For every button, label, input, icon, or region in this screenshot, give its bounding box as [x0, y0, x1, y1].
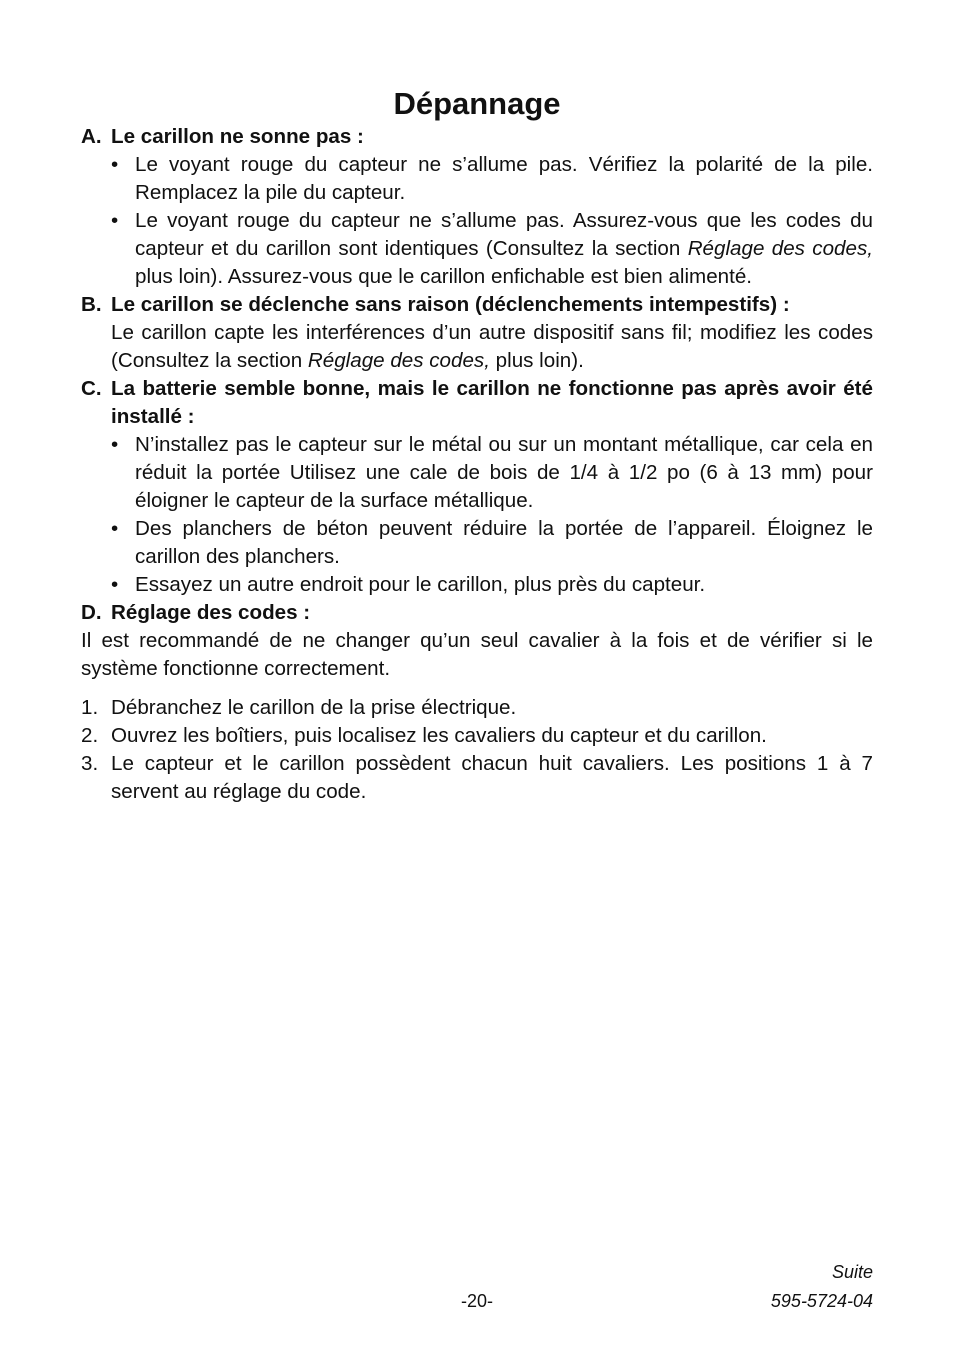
list-item	[111, 207, 873, 291]
section-b-text: Le carillon capte les interférences d’un autre dispositif sans fil; modifiez les codes (Consultez la section Réglage des codes, plus loin).	[111, 321, 873, 372]
section-a-list	[81, 151, 873, 291]
list-item	[111, 431, 873, 515]
section-b-title: Le carillon se déclenche sans raison (déclenchements intempestifs) :	[111, 293, 790, 316]
section-b-letter: B.	[81, 293, 102, 316]
section-c-heading	[81, 375, 873, 431]
section-a-letter: A.	[81, 125, 102, 148]
list-item	[81, 722, 873, 750]
list-item-text: Des planchers de béton peuvent réduire la portée de l’appareil. Éloignez le carillon des planchers.	[135, 517, 873, 568]
list-item	[111, 515, 873, 571]
section-d-letter: D.	[81, 601, 102, 624]
section-reference: Réglage des codes,	[687, 237, 873, 260]
list-item	[111, 151, 873, 207]
bullet-marker: •	[111, 573, 119, 596]
page-number: -20-	[460, 1291, 493, 1311]
step-text: Débranchez le carillon de la prise électrique.	[111, 696, 517, 719]
section-reference: Réglage des codes,	[307, 349, 490, 372]
step-text: Ouvrez les boîtiers, puis localisez les cavaliers du capteur et du carillon.	[111, 724, 767, 747]
section-c-letter: C.	[81, 377, 102, 400]
list-item-text: Le voyant rouge du capteur ne s’allume pas. Vérifiez la polarité de la pile. Remplacez la pile du capteur.	[135, 153, 873, 204]
bullet-marker: •	[111, 153, 119, 176]
page-title: Dépannage	[393, 86, 561, 121]
step-number: 2.	[81, 724, 99, 747]
list-item	[111, 571, 873, 599]
bullet-marker: •	[111, 433, 119, 456]
step-number: 1.	[81, 696, 99, 719]
section-a-heading	[81, 123, 873, 151]
continued-label: Suite	[831, 1262, 873, 1282]
section-d-heading	[81, 599, 873, 627]
bullet-marker: •	[111, 209, 119, 232]
section-d-intro: Il est recommandé de ne changer qu’un seul cavalier à la fois et de vérifier si le système fonctionne correctement.	[81, 629, 873, 680]
step-number: 3.	[81, 752, 99, 775]
list-item-text: Essayez un autre endroit pour le carillon, plus près du capteur.	[135, 573, 706, 596]
list-item-text: Le voyant rouge du capteur ne s’allume pas. Assurez-vous que les codes du capteur et du carillon sont identiques (Consultez la section Réglage des codes, plus loin). Assurez-vous que le carillon enfichable est bien alimenté.	[135, 209, 873, 288]
section-c-list	[81, 431, 873, 599]
document-number: 595-5724-04	[770, 1291, 873, 1311]
section-d-steps	[81, 694, 873, 806]
section-a-title: Le carillon ne sonne pas :	[111, 125, 364, 148]
list-item-text: N’installez pas le capteur sur le métal ou sur un montant métallique, car cela en réduit la portée Utilisez une cale de bois de 1/4 à 1/2 po (6 à 13 mm) pour éloigner le capteur de la surface métallique.	[135, 433, 873, 512]
page-content	[81, 84, 873, 806]
section-c-title: La batterie semble bonne, mais le carillon ne fonctionne pas après avoir été installé :	[111, 377, 873, 428]
bullet-marker: •	[111, 517, 119, 540]
section-d-title: Réglage des codes :	[111, 601, 311, 624]
list-item	[81, 750, 873, 806]
list-item	[81, 694, 873, 722]
step-text: Le capteur et le carillon possèdent chacun huit cavaliers. Les positions 1 à 7 servent au réglage du code.	[111, 752, 873, 803]
section-b-heading	[81, 291, 873, 319]
